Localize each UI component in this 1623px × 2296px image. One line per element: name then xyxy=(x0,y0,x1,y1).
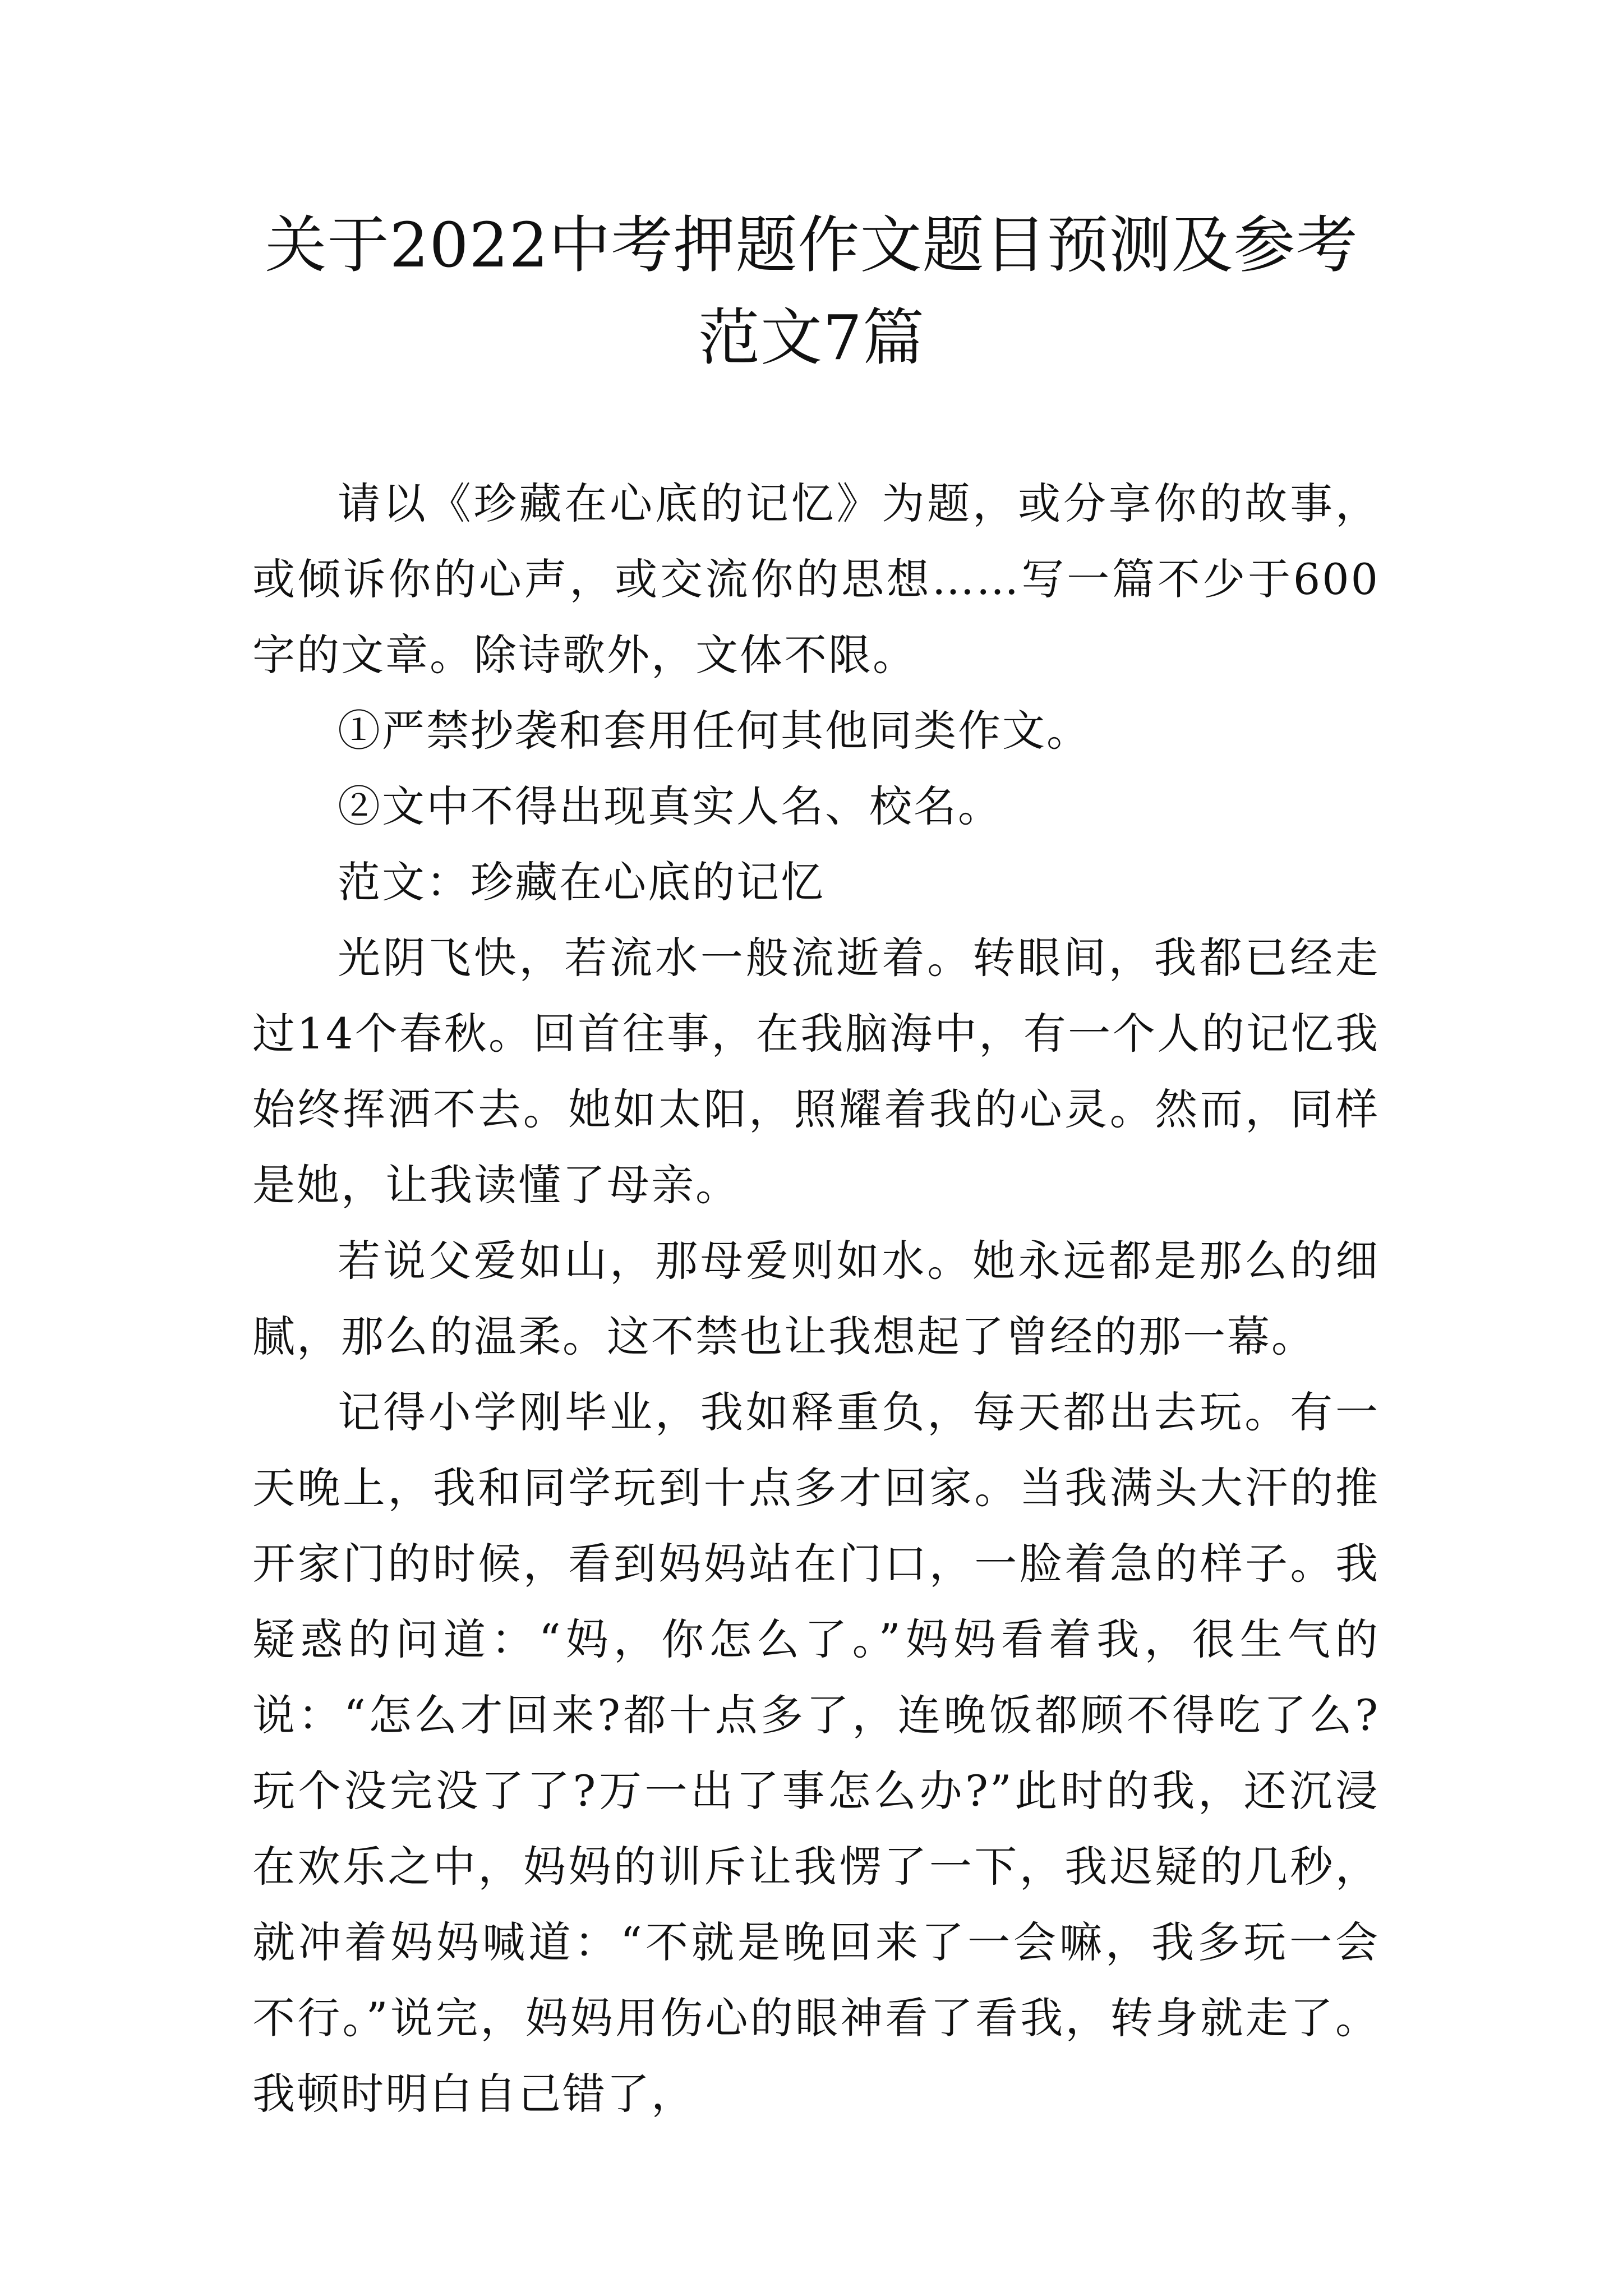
sample-essay-heading: 范文：珍藏在心底的记忆 xyxy=(338,857,825,907)
essay-paragraph: 若说父爱如山，那母爱则如水。她永远都是那么的细腻，那么的温柔。这不禁也让我想起了曾经的那一幕。 xyxy=(252,1236,1380,1361)
rule-item-2: ②文中不得出现真实人名、校名。 xyxy=(338,781,1002,831)
document-title: 关于2022中考押题作文题目预测及参考范文7篇 xyxy=(265,209,1358,374)
essay-paragraph: 记得小学刚毕业，我如释重负，每天都出去玩。有一天晚上，我和同学玩到十点多才回家。当我满头大汗的推开家门的时候，看到妈妈站在门口，一脸着急的样子。我疑惑的问道：“妈，你怎么了。”妈妈看着我，很生气的说：“怎么才回来?都十点多了，连晚饭都顾不得吃了么?玩个没完没了了?万一出了事怎么办?”此时的我，还沉浸在欢乐之中，妈妈的训斥让我愣了一下，我迟疑的几秒，就冲着妈妈喊道：“不就是晚回来了一会嘛，我多玩一会不行。”说完，妈妈用伤心的眼神看了看我，转身就走了。我顿时明白自己错了， xyxy=(252,1387,1380,2119)
essay-paragraph: 光阴飞快，若流水一般流逝着。转眼间，我都已经走过14个春秋。回首往事，在我脑海中，有一个人的记忆我始终挥洒不去。她如太阳，照耀着我的心灵。然而，同样是她，让我读懂了母亲。 xyxy=(252,933,1380,1210)
rule-item-1: ①严禁抄袭和套用任何其他同类作文。 xyxy=(338,706,1091,756)
prompt-paragraph: 请以《珍藏在心底的记忆》为题，或分享你的故事，或倾诉你的心声，或交流你的思想……写一篇不少于600字的文章。除诗歌外，文体不限。 xyxy=(252,478,1380,680)
document-body xyxy=(252,466,1380,2132)
